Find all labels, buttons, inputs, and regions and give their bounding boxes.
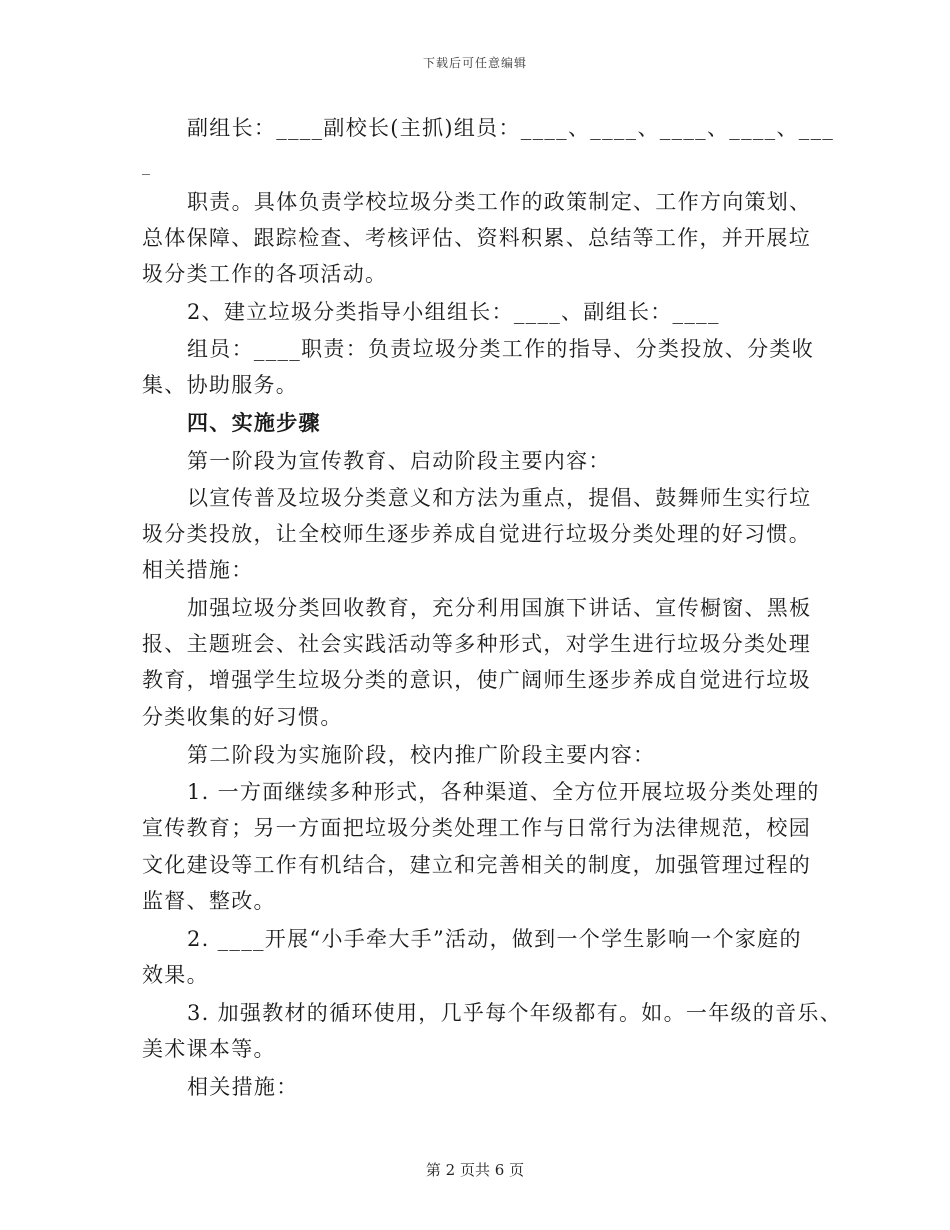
text-line: 相关措施： xyxy=(142,558,254,582)
page-footer: 第 2 页共 6 页 xyxy=(425,1161,525,1179)
text-line: 3. 加强教材的循环使用，几乎每个年级都有。如。一年级的音乐、 xyxy=(187,1001,843,1025)
text-line: 2、建立垃圾分类指导小组组长：____、副组长：____ xyxy=(187,300,720,324)
text-line: 宣传教育；另一方面把垃圾分类处理工作与日常行为法律规范，校园 xyxy=(142,816,811,840)
text-line: 圾分类工作的各项活动。 xyxy=(142,262,388,286)
text-line: 副组长：____副校长(主抓)组员：____、____、____、____、___ xyxy=(187,116,835,140)
text-line: 1. 一方面继续多种形式，各种渠道、全方位开展垃圾分类处理的 xyxy=(187,780,820,804)
section-heading: 四、实施步骤 xyxy=(187,410,321,435)
text-line: 第一阶段为宣传教育、启动阶段主要内容： xyxy=(187,449,611,473)
text-line: 报、主题班会、社会实践活动等多种形式，对学生进行垃圾分类处理 xyxy=(142,632,811,656)
text-line: 美术课本等。 xyxy=(142,1037,276,1061)
text-line: 组员：____职责：负责垃圾分类工作的指导、分类投放、分类收 xyxy=(187,337,814,361)
text-line: 监督、整改。 xyxy=(142,889,276,913)
text-line: 职责。具体负责学校垃圾分类工作的政策制定、工作方向策划、 xyxy=(187,190,812,214)
text-line: 效果。 xyxy=(142,963,209,987)
text-line: 圾分类投放，让全校师生逐步养成自觉进行垃圾分类处理的好习惯。 xyxy=(142,522,811,546)
text-line: 2. ____开展“小手牵大手”活动，做到一个学生影响一个家庭的 xyxy=(187,927,802,951)
text-line: _ xyxy=(142,156,152,175)
text-line: 总体保障、跟踪检查、考核评估、资料积累、总结等工作，并开展垃 xyxy=(142,226,811,250)
text-line: 教育，增强学生垃圾分类的意识，使广阔师生逐步养成自觉进行垃圾 xyxy=(142,668,811,692)
text-line: 集、协助服务。 xyxy=(142,373,299,397)
text-line: 以宣传普及垃圾分类意义和方法为重点，提倡、鼓舞师生实行垃 xyxy=(187,486,812,510)
text-line: 第二阶段为实施阶段，校内推广阶段主要内容： xyxy=(187,743,656,767)
text-line: 文化建设等工作有机结合，建立和完善相关的制度，加强管理过程的 xyxy=(142,853,811,877)
page-header: 下载后可任意编辑 xyxy=(422,56,527,70)
text-line: 加强垃圾分类回收教育，充分利用国旗下讲话、宣传橱窗、黑板 xyxy=(187,596,812,620)
text-line: 相关措施： xyxy=(187,1075,299,1099)
text-line: 分类收集的好习惯。 xyxy=(142,705,343,729)
